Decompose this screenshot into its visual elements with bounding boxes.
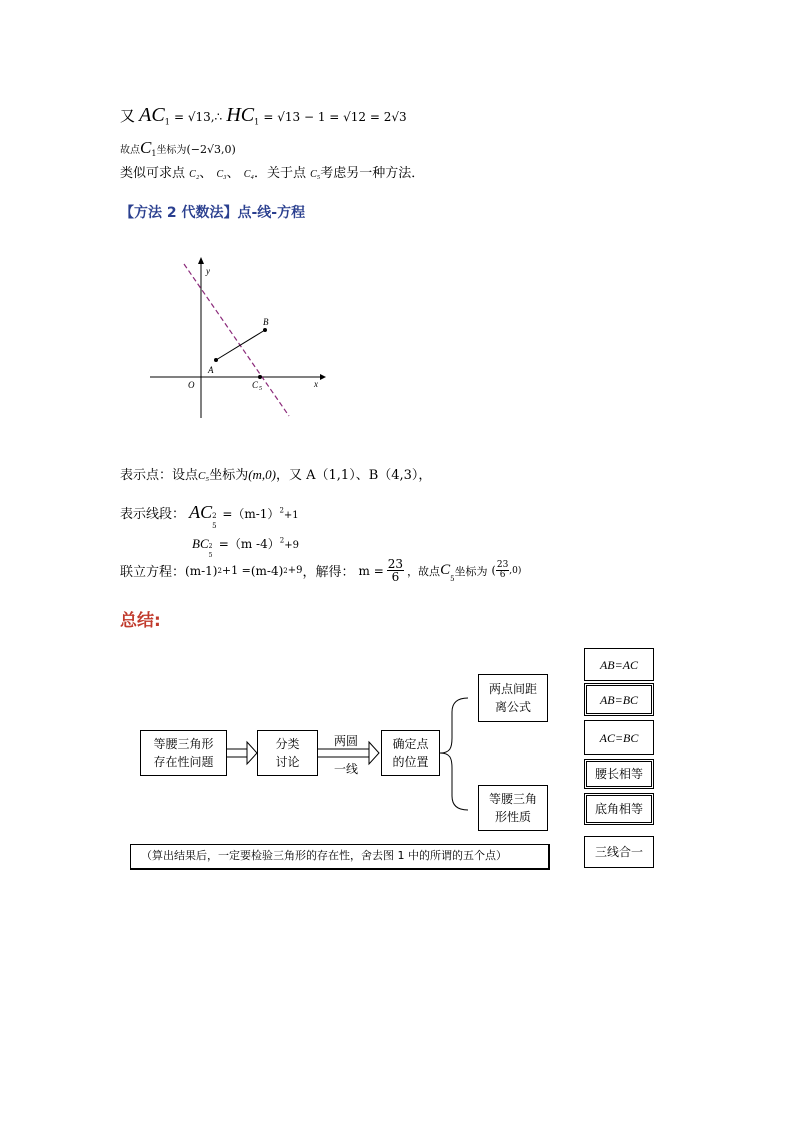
y-axis-arrow xyxy=(198,257,204,264)
note-verify-existence: （算出结果后，一定要检验三角形的存在性，舍去图 1 中的所谓的五个点） xyxy=(130,844,550,870)
point-b xyxy=(263,328,267,332)
box-equal-base-angles: 底角相等 xyxy=(584,793,654,825)
arrow-label-two-circles: 两圆 xyxy=(334,734,359,748)
brace-upper xyxy=(440,698,468,753)
point-c5-label: C xyxy=(252,380,259,390)
represent-segment-bc5: BC 2 5 =（m -4）$^2$+9 xyxy=(192,536,299,559)
box-isosceles-property: 等腰三角 形性质 xyxy=(478,785,548,831)
point-a-label: A xyxy=(208,365,214,375)
box-distance-formula: 两点间距 离公式 xyxy=(478,674,548,722)
arrow-label-one-line: 一线 xyxy=(334,762,359,776)
solution-fraction: $\frac{23}{6}$ xyxy=(387,557,404,584)
y-axis-label: y xyxy=(206,266,210,276)
box-three-lines-coincide: 三线合一 xyxy=(584,836,654,868)
point-c5-subscript: 5 xyxy=(259,386,262,392)
dashed-perpendicular-bisector xyxy=(184,264,289,416)
line-similar-points: 类似可求点 C₂、 C₃、 C₄．关于点 C₅考虑另一种方法． xyxy=(120,166,425,181)
box-equal-legs: 腰长相等 xyxy=(584,759,654,789)
represent-point-line: 表示点：设点C₅坐标为(m,0)，又 A（1,1）、B（4,3）， xyxy=(120,467,432,483)
box-classify-discuss: 分类 讨论 xyxy=(257,730,318,776)
box-isosceles-existence: 等腰三角形 存在性问题 xyxy=(140,730,227,776)
x-axis-arrow xyxy=(320,374,326,380)
double-arrow-2 xyxy=(369,742,379,764)
equation-line: 联立方程： (m-1) 2 +1 = (m-4) 2 +9 ，解得： m = $\frac{23}{6}$ ，故点 C 5 坐标为 ( $\frac{23}{6}$ ,0) xyxy=(120,557,522,584)
line-ac1-hc1: 又 $AC_1$ = √13,∴ $HC_1 = √13 - 1 = √12 = 2√3$ xyxy=(120,104,407,127)
box-ab-eq-bc: AB=BC xyxy=(584,683,654,716)
coordinate-graph xyxy=(140,250,340,425)
method-2-heading: 【方法 2 代数法】点-线-方程 xyxy=(120,205,306,221)
x-axis-label: x xyxy=(314,379,318,389)
double-arrow-1 xyxy=(247,742,257,764)
point-a xyxy=(214,358,218,362)
box-ab-eq-ac: AB=AC xyxy=(584,648,654,681)
summary-title: 总结: xyxy=(120,611,161,631)
box-locate-point: 确定点 的位置 xyxy=(381,730,440,776)
segment-ab xyxy=(216,330,265,360)
origin-label: O xyxy=(188,380,195,390)
box-ac-eq-bc: AC=BC xyxy=(584,720,654,755)
brace-lower xyxy=(440,753,468,810)
represent-segment-ac5: 表示线段： AC 2 5 $=(m-1)^2+1$ xyxy=(120,502,299,530)
point-c5 xyxy=(258,375,262,379)
point-b-label: B xyxy=(263,317,269,327)
line-c1-coordinate: 故点$C_1$坐标为(−2√3,0) xyxy=(120,138,236,158)
